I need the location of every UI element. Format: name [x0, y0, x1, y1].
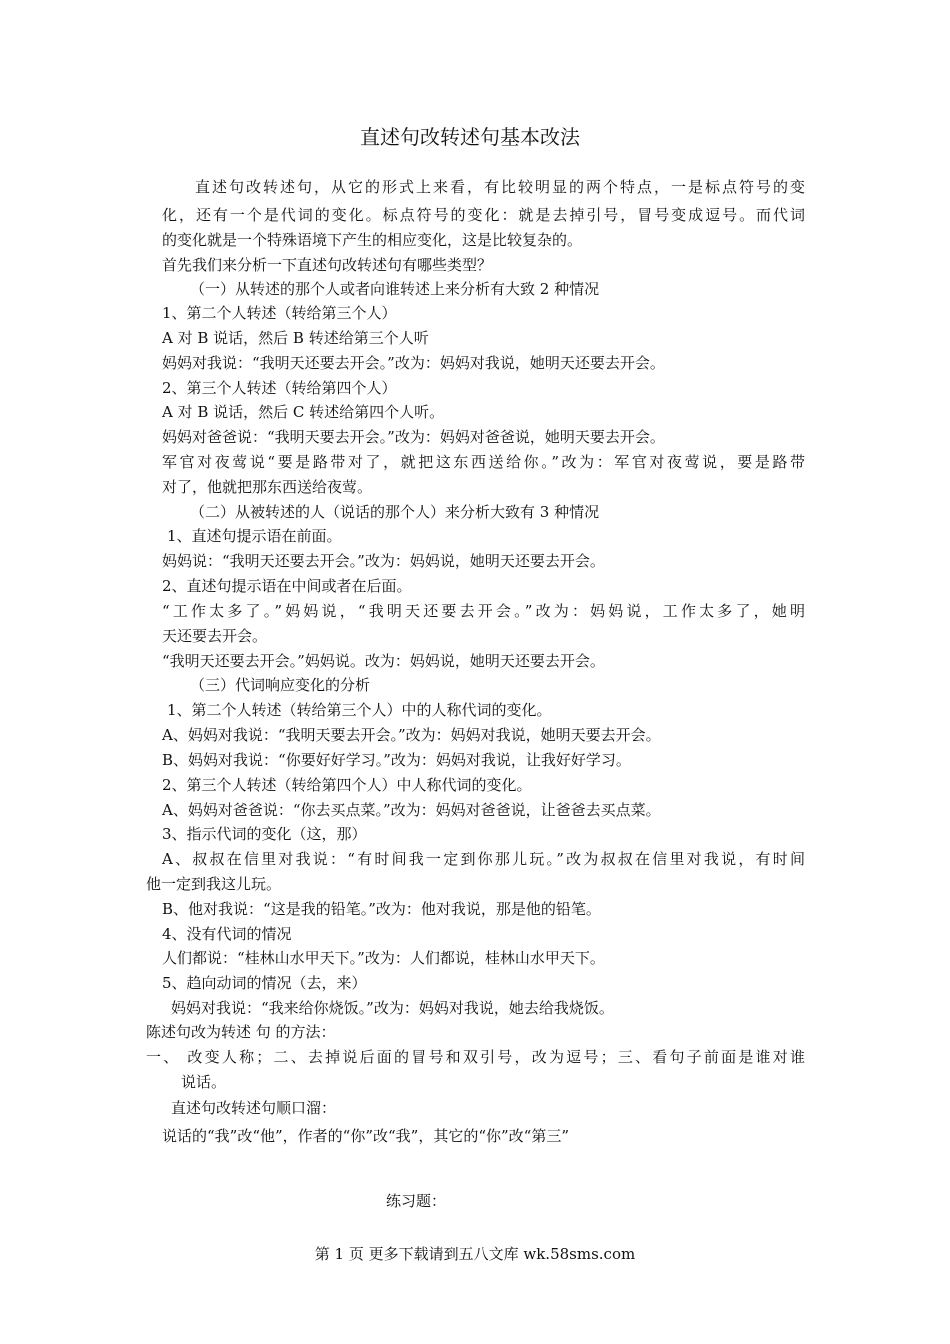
- text-line: 妈妈对我说：“我明天还要去开会。”改为：妈妈对我说，她明天还要去开会。: [162, 354, 665, 372]
- page-footer: 第 1 页 更多下载请到五八文库 wk.58sms.com: [314, 1245, 636, 1263]
- text-line: 5、趋向动词的情况（去，来）: [162, 974, 367, 992]
- text-line: 妈妈说：“我明天还要去开会。”改为：妈妈说，她明天还要去开会。: [162, 552, 605, 570]
- text-line: 1、直述句提示语在前面。: [167, 527, 342, 545]
- text-line: 他一定到我这儿玩。: [146, 875, 282, 893]
- text-line: 练习题：: [386, 1192, 447, 1210]
- text-line: 3、指示代词的变化（这，那）: [162, 825, 367, 843]
- text-line: 对了，他就把那东西送给夜莺。: [162, 478, 373, 496]
- text-line: 2、第三个人转述（转给第四个人）中人称代词的变化。: [162, 776, 532, 794]
- text-line: 妈妈对我说：“我来给你烧饭。”改为：妈妈对我说，她去给我烧饭。: [171, 999, 614, 1017]
- text-line: 1、第二个人转述（转给第三个人）: [162, 304, 397, 322]
- text-line: （三）代词响应变化的分析: [190, 676, 371, 694]
- text-line: A 对 B 说话，然后 B 转述给第三个人听: [162, 329, 429, 347]
- text-line: 2、直述句提示语在中间或者在后面。: [162, 577, 412, 595]
- text-line: A、妈妈对我说：“我明天要去开会。”改为：妈妈对我说，她明天要去开会。: [162, 726, 661, 744]
- text-line: A 对 B 说话，然后 C 转述给第四个人听。: [162, 403, 445, 421]
- text-line: 首先我们来分析一下直述句改转述句有哪些类型？: [162, 256, 493, 274]
- text-line: （一）从转述的那个人或者向谁转述上来分析有大致 2 种情况: [190, 280, 600, 298]
- text-line: B、他对我说：“这是我的铅笔。”改为：他对我说，那是他的铅笔。: [162, 900, 601, 918]
- text-line: 说话。: [181, 1073, 227, 1091]
- text-line: 4、没有代词的情况: [162, 925, 292, 943]
- text-line: 化，还有一个是代词的变化。标点符号的变化：就是去掉引号，冒号变成逗号。而代词: [162, 206, 805, 224]
- text-line: A、叔叔在信里对我说：“有时间我一定到你那儿玩。”改为叔叔在信里对我说，有时间: [162, 850, 805, 868]
- text-line: 陈述句改为转述 句 的方法：: [146, 1023, 336, 1041]
- document-title: 直述句改转述句基本改法: [360, 125, 580, 149]
- text-line: 军官对夜莺说“要是路带对了，就把这东西送给你。”改为：军官对夜莺说，要是路带: [162, 453, 805, 471]
- text-line: 1、第二个人转述（转给第三个人）中的人称代词的变化。: [167, 701, 552, 719]
- text-line: 说话的“我”改“他”，作者的“你”改“我”，其它的“你”改“第三”: [162, 1127, 570, 1145]
- text-line: 2、第三个人转述（转给第四个人）: [162, 379, 397, 397]
- text-line: 人们都说：“桂林山水甲天下。”改为：人们都说，桂林山水甲天下。: [162, 949, 605, 967]
- text-line: A、妈妈对爸爸说：“你去买点菜。”改为：妈妈对爸爸说，让爸爸去买点菜。: [162, 801, 661, 819]
- text-line: 直述句改转述句，从它的形式上来看，有比较明显的两个特点，一是标点符号的变: [195, 178, 805, 196]
- text-line: “工作太多了。”妈妈说，“我明天还要去开会。”改为：妈妈说，工作太多了，她明: [162, 602, 805, 620]
- text-line: 的变化就是一个特殊语境下产生的相应变化，这是比较复杂的。: [162, 231, 583, 249]
- text-line: 天还要去开会。: [162, 627, 268, 645]
- text-line: 直述句改转述句顺口溜：: [171, 1099, 337, 1117]
- text-line: “我明天还要去开会。”妈妈说。改为：妈妈说，她明天还要去开会。: [162, 652, 605, 670]
- text-line: B、妈妈对我说：“你要好好学习。”改为：妈妈对我说，让我好好学习。: [162, 751, 631, 769]
- text-line: （二）从被转述的人（说话的那个人）来分析大致有 3 种情况: [190, 503, 600, 521]
- text-line: 一、 改变人称；二、去掉说后面的冒号和双引号，改为逗号；三、看句子前面是谁对谁: [146, 1048, 805, 1066]
- text-line: 妈妈对爸爸说：“我明天要去开会。”改为：妈妈对爸爸说，她明天要去开会。: [162, 428, 665, 446]
